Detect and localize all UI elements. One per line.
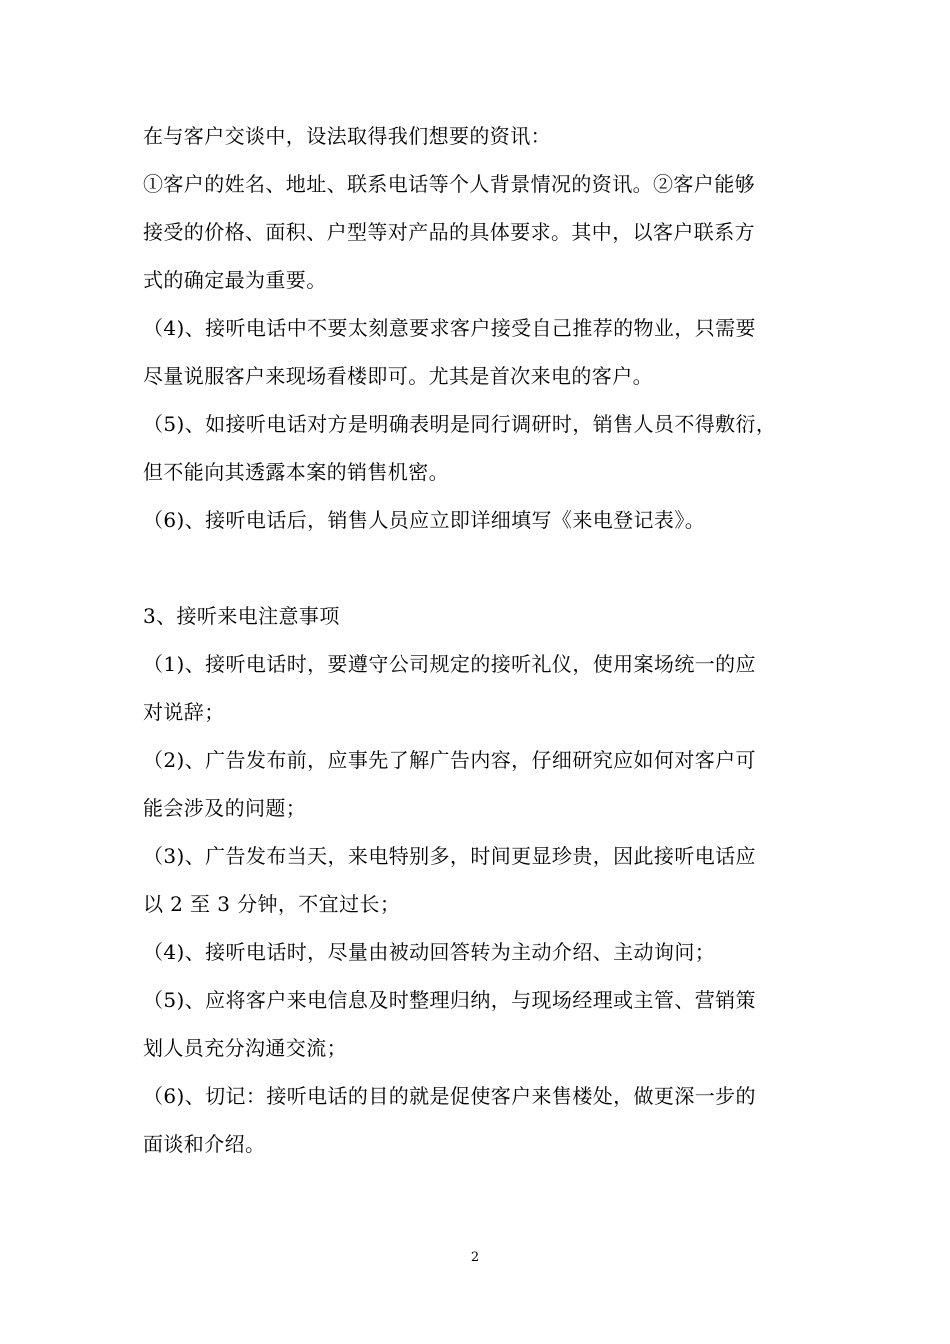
- section-line: （2)、广告发布前，应事先了解广告内容，仔细研究应如何对客户可: [143, 748, 756, 772]
- page-number: 2: [470, 1250, 480, 1265]
- document-body: [143, 112, 811, 1168]
- section-line: （6)、切记：接听电话的目的就是促使客户来售楼处，做更深一步的: [143, 1084, 756, 1108]
- section-line: 能会涉及的问题；: [143, 796, 307, 820]
- paragraph-spacer: [143, 544, 811, 592]
- paragraph-line: （6)、接听电话后，销售人员应立即详细填写《来电登记表》。: [143, 508, 706, 532]
- section-line: （3)、广告发布当天，来电特别多，时间更显珍贵，因此接听电话应: [143, 844, 756, 868]
- section-line: 面谈和介绍。: [143, 1132, 266, 1156]
- section-line: 划人员充分沟通交流；: [143, 1036, 347, 1060]
- section-heading: 3、接听来电注意事项: [143, 604, 340, 628]
- section-line: 对说辞；: [143, 700, 225, 724]
- paragraph-line: ①客户的姓名、地址、联系电话等个人背景情况的资讯。②客户能够: [143, 172, 755, 196]
- paragraph-line: 在与客户交谈中，设法取得我们想要的资讯：: [143, 124, 551, 148]
- paragraph-line: 接受的价格、面积、户型等对产品的具体要求。其中，以客户联系方: [143, 220, 755, 244]
- section-line: 以 2 至 3 分钟，不宜过长；: [143, 892, 401, 916]
- section-line: （1)、接听电话时，要遵守公司规定的接听礼仪，使用案场统一的应: [143, 652, 756, 676]
- paragraph-line: （4)、接听电话中不要太刻意要求客户接受自己推荐的物业，只需要: [143, 316, 756, 340]
- paragraph-line: 式的确定最为重要。: [143, 268, 327, 292]
- section-line: （5)、应将客户来电信息及时整理归纳，与现场经理或主管、营销策: [143, 988, 756, 1012]
- paragraph-line: （5)、如接听电话对方是明确表明是同行调研时，销售人员不得敷衍，: [143, 412, 777, 436]
- paragraph-line: 尽量说服客户来现场看楼即可。尤其是首次来电的客户。: [143, 364, 653, 388]
- section-line: （4)、接听电话时，尽量由被动回答转为主动介绍、主动询问；: [143, 940, 716, 964]
- paragraph-line: 但不能向其透露本案的销售机密。: [143, 460, 449, 484]
